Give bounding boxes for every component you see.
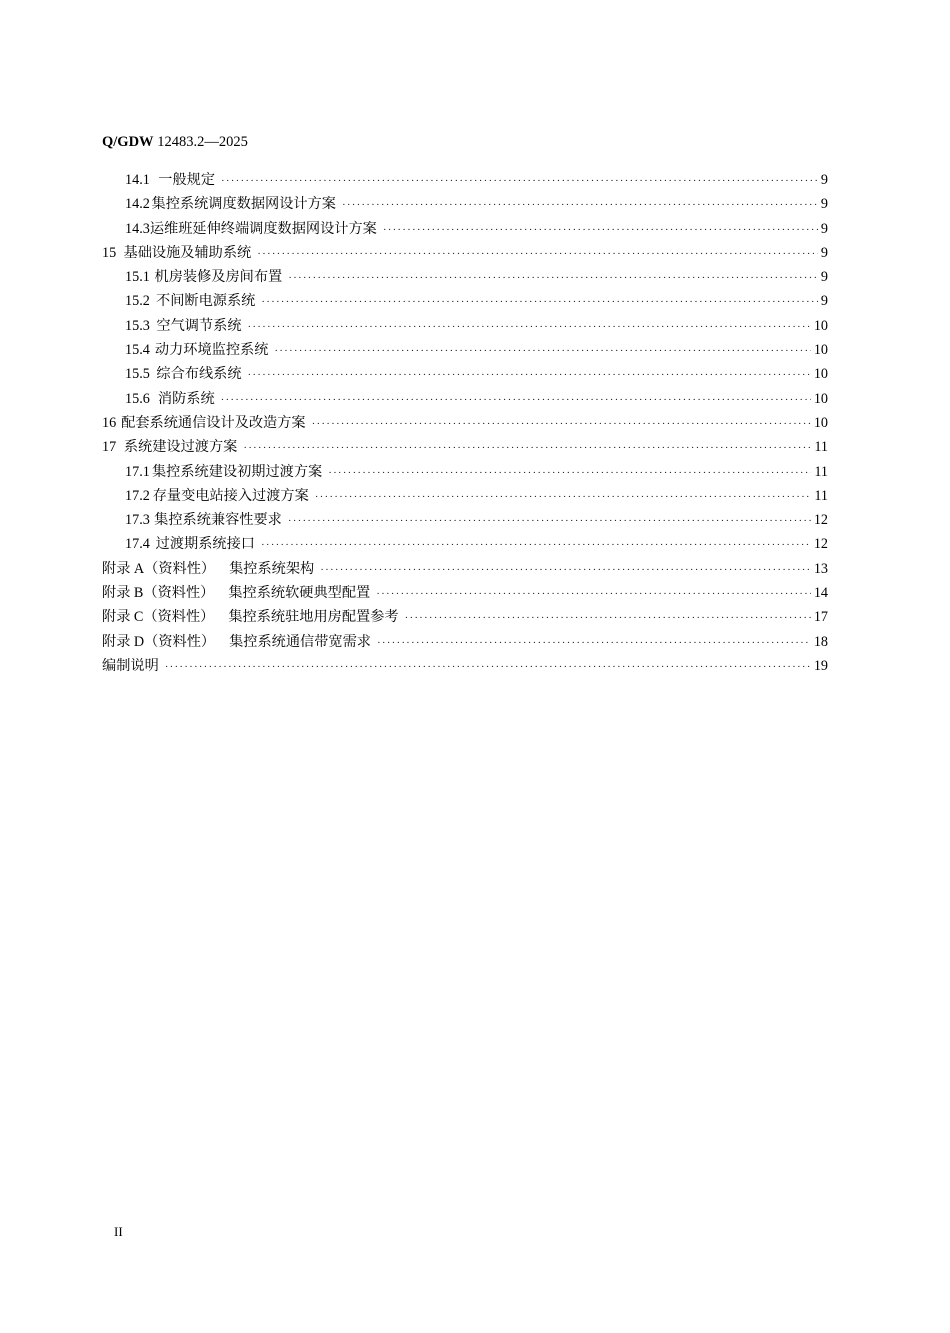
toc-entry[interactable] [102,388,828,412]
toc-entry-page: 11 [814,487,828,504]
toc-entry[interactable] [102,169,828,193]
toc-entry-title [124,242,252,262]
standard-code: Q/GDW [102,134,154,150]
toc-entry-text: 编制说明 [102,657,159,674]
toc-entry-text: 集控系统软硬典型配置 [228,585,371,602]
toc-entry-page: 9 [820,196,828,213]
toc-entry-number: 17.1 [125,463,150,480]
dot-leader [221,394,811,406]
toc-entry[interactable] [102,412,828,436]
dot-leader [288,272,818,284]
toc-entry-text: 集控系统通信带宽需求 [229,633,371,650]
toc-entry-number: 15.6 [125,390,150,407]
toc-entry-page: 9 [820,220,828,237]
toc-entry-page: 19 [813,657,828,674]
dot-leader [383,224,818,236]
appendix-label: 附录 B（资料性） [102,585,215,602]
toc-entry-page: 10 [813,366,828,383]
toc-entry[interactable] [102,242,828,266]
toc-entry-page: 10 [813,342,828,359]
page-number: II [114,1224,123,1239]
toc-entry-page: 9 [820,172,828,188]
toc-entry-title [155,266,283,286]
toc-entry[interactable] [102,582,828,606]
dot-leader [221,175,818,187]
toc-entry-number: 15.1 [125,269,150,286]
toc-entry-title [158,169,215,189]
toc-entry-number: 15 [102,244,117,261]
toc-entry-number: 17.4 [125,536,150,553]
dot-leader [288,515,811,527]
toc-entry-title [124,436,238,456]
dot-leader [320,564,811,576]
toc-entry-page: 17 [813,609,828,626]
dot-leader [257,248,818,260]
dot-leader [261,539,811,551]
toc-entry-page: 9 [820,269,828,286]
toc-entry-title [150,218,377,238]
toc-entry[interactable] [102,436,828,460]
toc-entry-number: 15.4 [125,342,150,359]
toc-entry[interactable] [102,363,828,387]
toc-entry-title [156,533,255,553]
toc-entry-title [152,461,322,481]
dot-leader [376,588,811,600]
toc-entry-page: 18 [813,633,828,650]
toc-entry-title [156,315,241,335]
toc-entry[interactable] [102,315,828,339]
toc-entry-text: 动力环境监控系统 [154,342,269,359]
toc-entry-title [153,485,309,505]
toc-entry-text: 存量变电站接入过渡方案 [152,487,309,504]
toc-entry-number: 17 [102,439,117,456]
toc-entry-page: 12 [813,512,828,529]
toc-entry-text: 配套系统通信设计及改造方案 [121,414,306,431]
toc-entry-title [154,509,282,529]
toc-entry-title [102,655,159,675]
standard-number: 12483.2—2025 [157,134,248,150]
toc-entry-page: 11 [814,439,828,456]
toc-entry-number: 16 [102,414,117,431]
appendix-label: 附录 A（资料性） [102,560,216,577]
toc-entry-number: 14.3 [125,220,150,237]
toc-entry-text: 综合布线系统 [156,366,242,383]
toc-entry-page: 9 [820,244,828,261]
toc-entry[interactable] [102,218,828,242]
toc-entry-page: 11 [814,463,828,480]
toc-entry-number: 15.2 [125,293,150,310]
toc-entry-text: 集控系统兼容性要求 [154,512,282,529]
toc-entry-page: 10 [813,414,828,431]
toc-entry-text: 基础设施及辅助系统 [123,244,252,261]
toc-entry-text: 集控系统调度数据网设计方案 [151,196,336,213]
toc-entry-number: 17.3 [125,512,150,529]
toc-entry[interactable] [102,631,828,655]
dot-leader [312,418,811,430]
toc-entry-number: 15.5 [125,366,150,383]
toc-entry-title [156,363,241,383]
toc-entry-page: 14 [813,585,828,602]
toc-entry-title [102,631,371,651]
toc-entry-title [102,558,314,578]
toc-entry[interactable] [102,266,828,290]
dot-leader [274,345,810,357]
toc-entry-title [102,606,399,626]
dot-leader [315,491,812,503]
toc-entry-number: 17.2 [125,487,150,504]
dot-leader [248,369,811,381]
toc-entry-text: 一般规定 [158,172,216,188]
toc-entry[interactable] [102,290,828,314]
toc-entry[interactable] [102,193,828,217]
toc-entry-text: 集控系统驻地用房配置参考 [228,609,399,626]
toc-entry-number: 14.2 [125,196,150,213]
toc-entry-text: 集控系统架构 [229,560,315,577]
toc-entry[interactable] [102,339,828,363]
dot-leader [328,467,811,479]
toc-entry[interactable] [102,509,828,533]
toc-entry-title [121,412,305,432]
toc-entry-text: 运维班延伸终端调度数据网设计方案 [149,220,377,237]
toc-entry[interactable] [102,655,828,679]
toc-entry-page: 9 [820,293,828,310]
toc-entry-number: 14.1 [125,172,150,188]
dot-leader [243,442,811,454]
toc-entry[interactable] [102,461,828,485]
dot-leader [377,637,811,649]
dot-leader [342,199,818,211]
table-of-contents [102,169,828,679]
toc-entry-page: 13 [813,560,828,577]
dot-leader [261,296,818,308]
toc-entry-title [156,290,255,310]
toc-entry-page: 10 [813,390,828,407]
toc-entry[interactable] [102,485,828,509]
dot-leader [165,661,811,673]
toc-entry[interactable] [102,606,828,630]
dot-leader [248,321,811,333]
toc-entry-text: 消防系统 [157,390,215,407]
toc-entry-text: 空气调节系统 [156,317,242,334]
toc-entry-text: 不间断电源系统 [156,293,256,310]
toc-entry-title [158,388,215,408]
toc-entry-text: 机房装修及房间布置 [154,269,283,286]
toc-entry[interactable] [102,533,828,557]
dot-leader [405,612,811,624]
appendix-label: 附录 C（资料性） [102,609,215,626]
toc-entry-text: 集控系统建设初期过渡方案 [151,463,323,480]
appendix-label: 附录 D（资料性） [102,633,216,650]
toc-entry-page: 12 [813,536,828,553]
document-header [102,134,248,151]
toc-entry-number: 15.3 [125,317,150,334]
toc-entry-title [155,339,269,359]
toc-entry[interactable] [102,558,828,582]
toc-entry-page: 10 [813,317,828,334]
toc-entry-text: 系统建设过渡方案 [123,439,238,456]
toc-entry-text: 过渡期系统接口 [155,536,255,553]
toc-entry-title [102,582,370,602]
toc-entry-title [152,193,336,213]
